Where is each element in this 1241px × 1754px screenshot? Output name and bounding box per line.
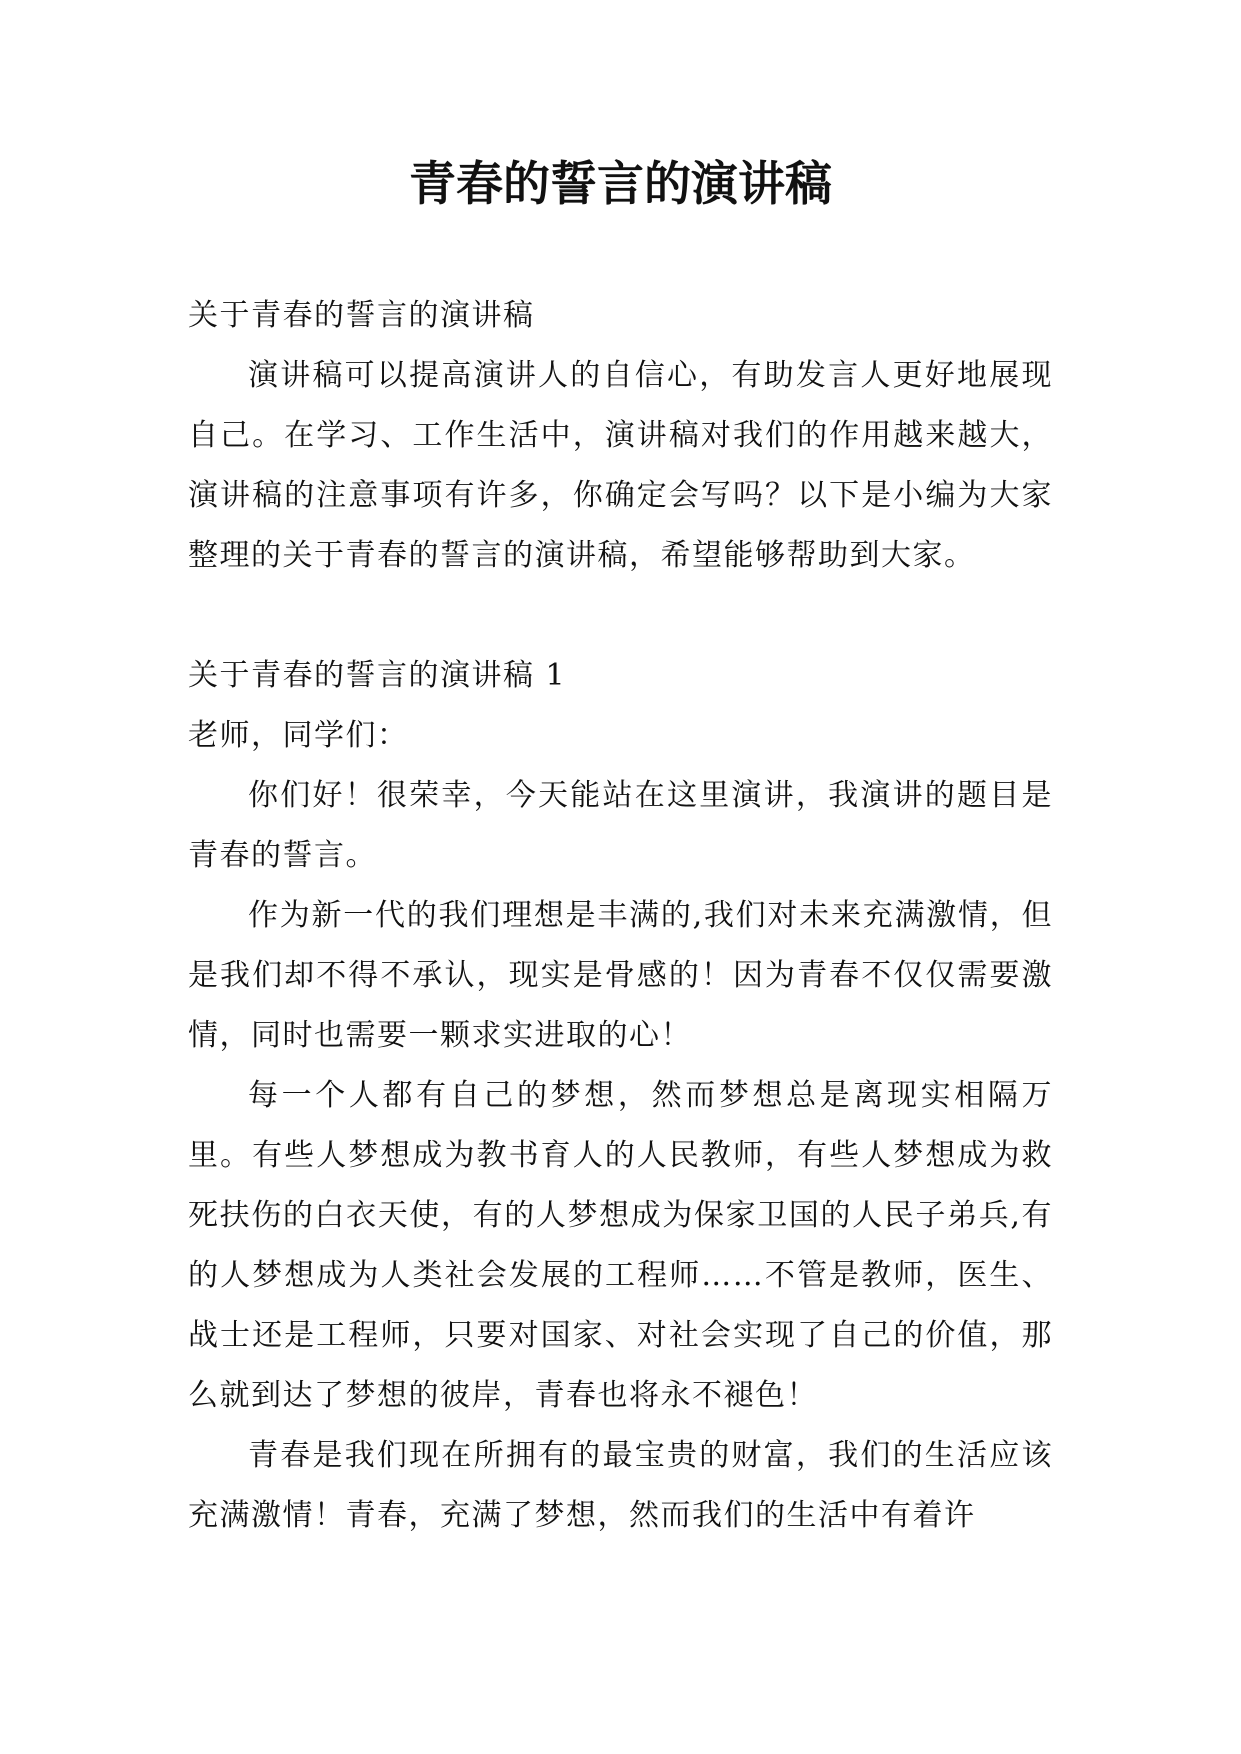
- body-paragraph: 每一个人都有自己的梦想，然而梦想总是离现实相隔万里。有些人梦想成为教书育人的人民教师，有些人梦想成为救死扶伤的白衣天使，有的人梦想成为保家卫国的人民子弟兵,有的人梦想成为人类社会发展的工程师……不管是教师，医生、战士还是工程师，只要对国家、对社会实现了自己的价值，那么就到达了梦想的彼岸，青春也将永不褪色！: [188, 1078, 1053, 1413]
- document-body: [188, 286, 1053, 1546]
- body-paragraph: 作为新一代的我们理想是丰满的,我们对未来充满激情，但是我们却不得不承认，现实是骨感的！因为青春不仅仅需要激情，同时也需要一颗求实进取的心！: [188, 898, 1053, 1053]
- section-heading: 关于青春的誓言的演讲稿 1: [188, 658, 567, 693]
- document-title: 青春的誓言的演讲稿: [409, 157, 832, 212]
- intro-paragraph: 演讲稿可以提高演讲人的自信心，有助发言人更好地展现自己。在学习、工作生活中，演讲稿对我们的作用越来越大，演讲稿的注意事项有许多，你确定会写吗？以下是小编为大家整理的关于青春的誓言的演讲稿，希望能够帮助到大家。: [188, 358, 1053, 573]
- body-paragraph: 青春是我们现在所拥有的最宝贵的财富，我们的生活应该充满激情！青春，充满了梦想，然而我们的生活中有着许: [188, 1438, 1053, 1533]
- body-paragraph: 你们好！很荣幸，今天能站在这里演讲，我演讲的题目是青春的誓言。: [188, 778, 1053, 873]
- intro-heading: 关于青春的誓言的演讲稿: [188, 298, 535, 333]
- section-spacer: [188, 586, 1053, 646]
- salutation: 老师，同学们：: [188, 718, 409, 753]
